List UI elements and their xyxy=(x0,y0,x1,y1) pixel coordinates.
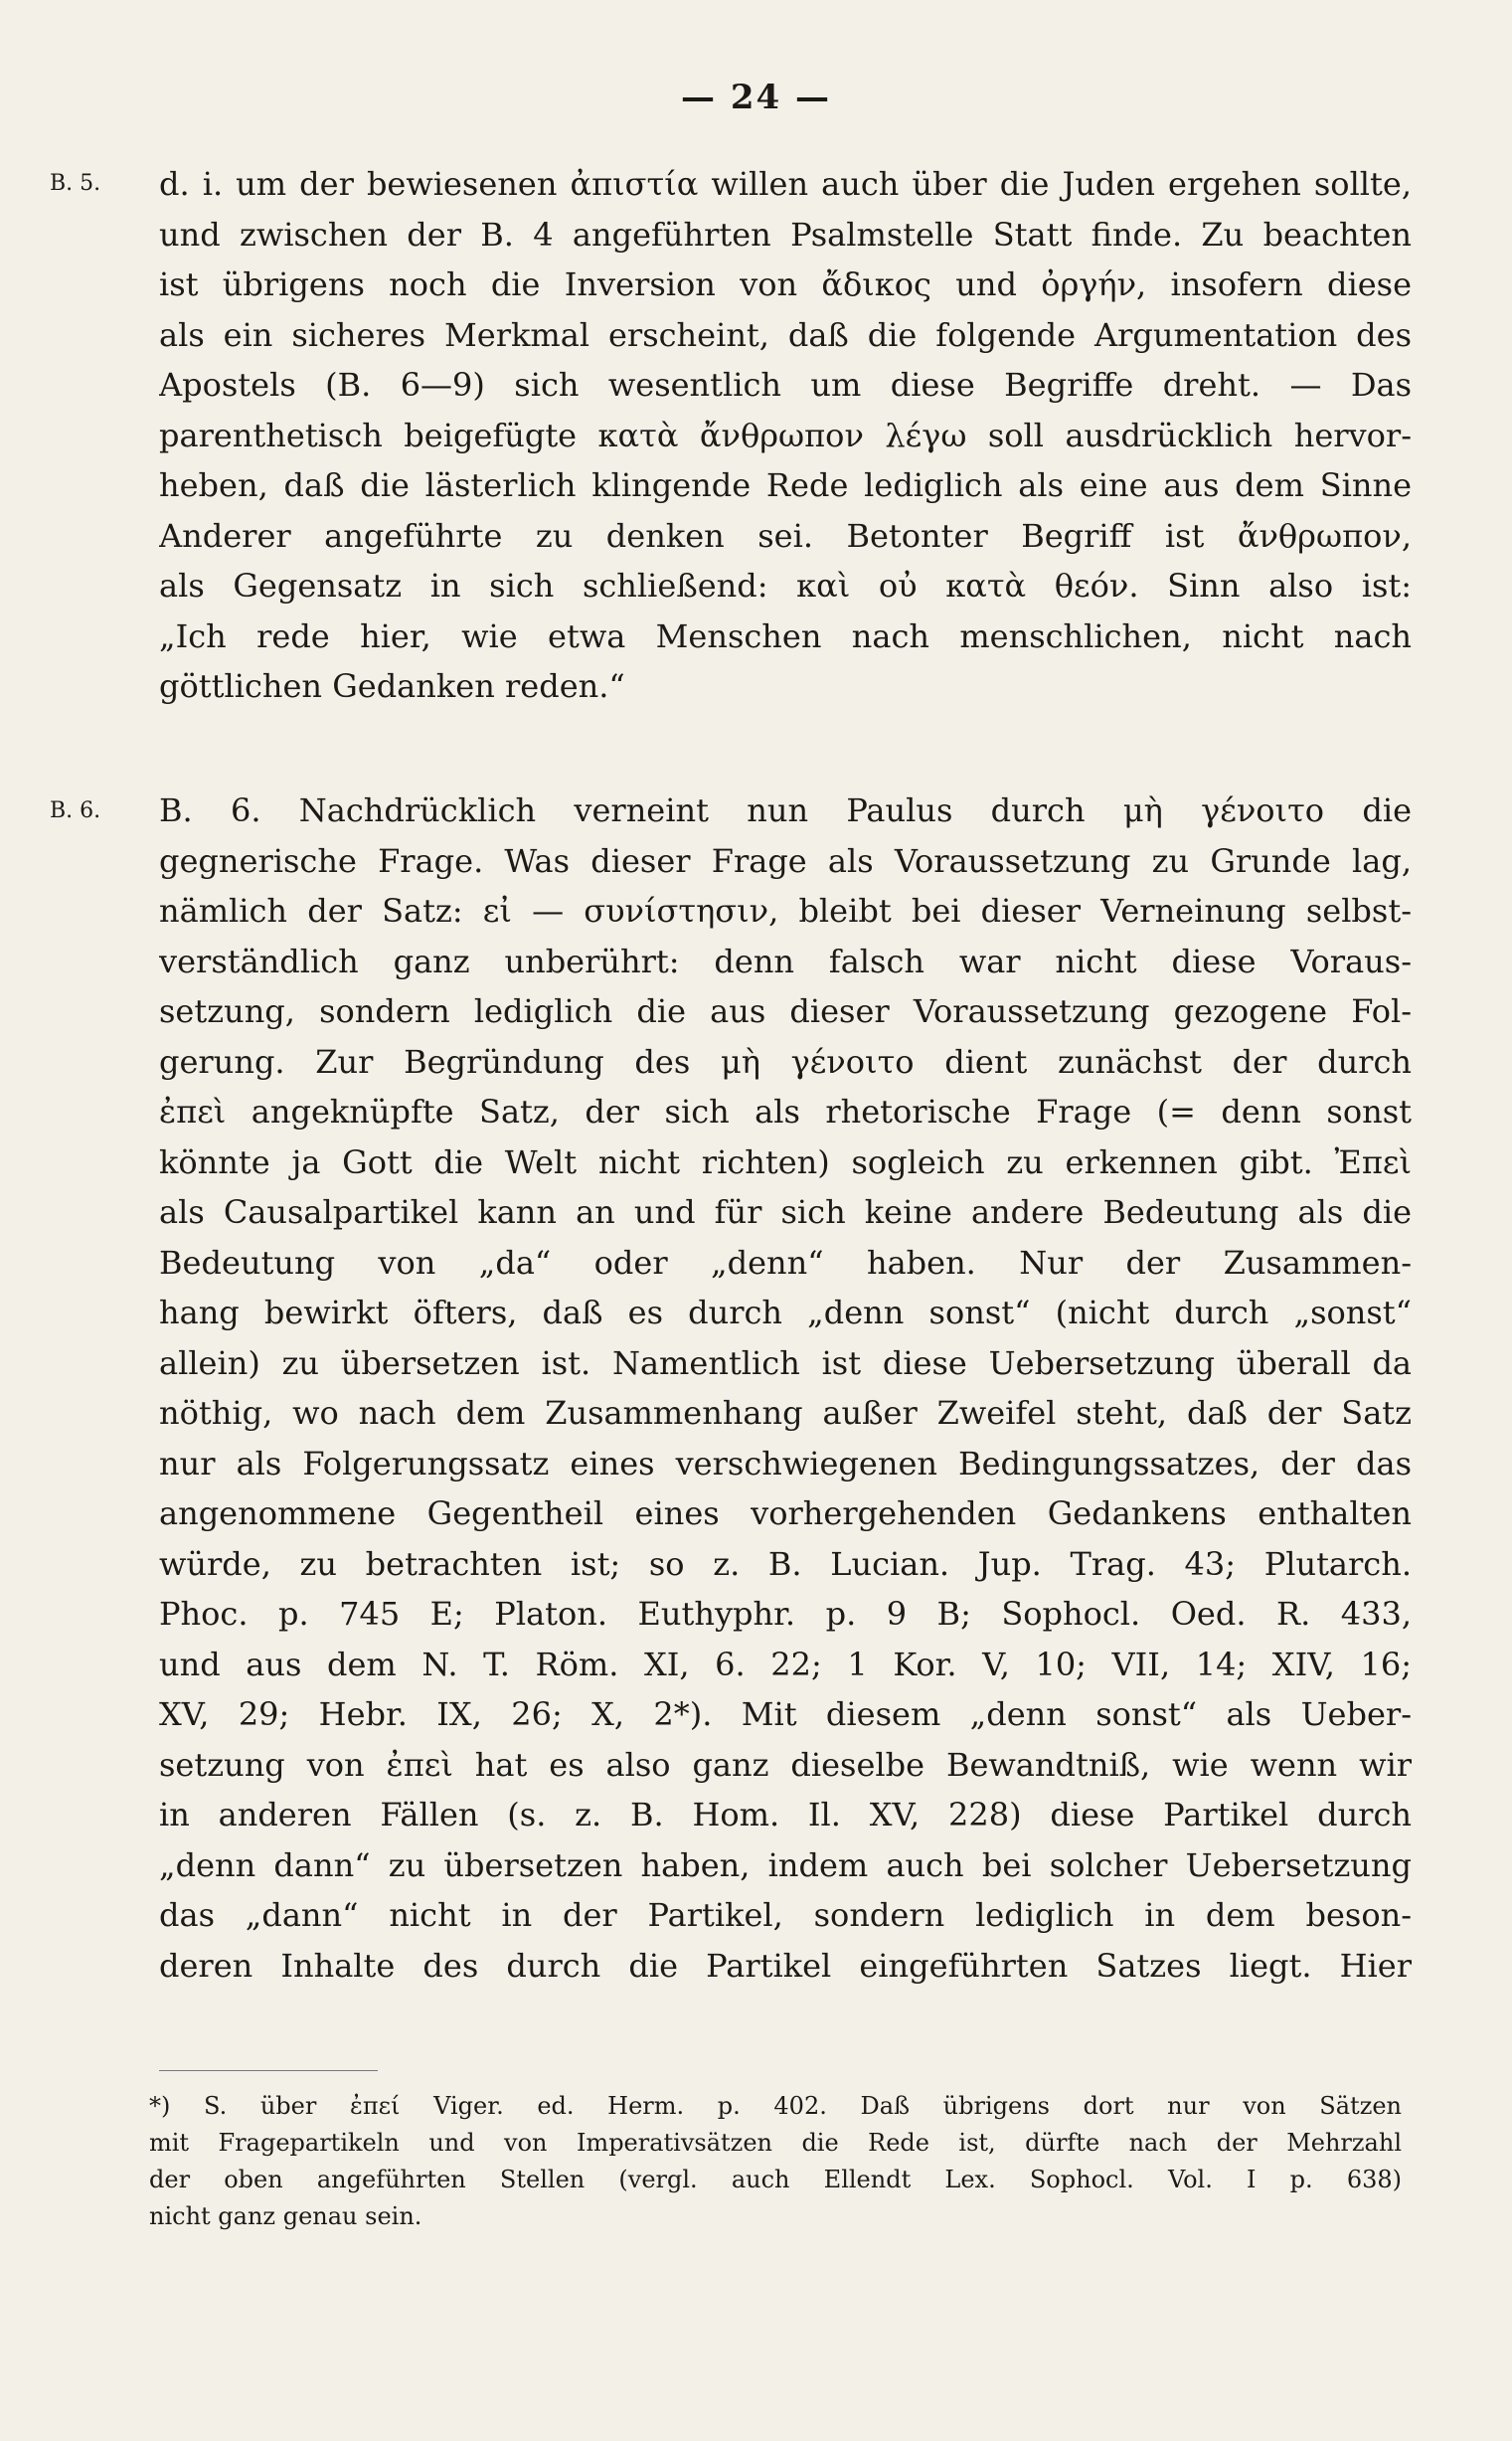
text-line: das „dann“ nicht in der Partikel, sondern lediglich in dem beson- xyxy=(159,1896,1412,1934)
text-line: und zwischen der B. 4 angeführten Psalmstelle Statt finde. Zu beachten xyxy=(159,215,1412,254)
text-line: XV, 29; Hebr. IX, 26; X, 2*). Mit diesem „denn sonst“ als Ueber- xyxy=(159,1695,1412,1733)
paragraph-verse-6 xyxy=(159,785,1412,1991)
footnote-line: der oben angeführten Stellen (vergl. auch Ellendt Lex. Sophocl. Vol. I p. 638) xyxy=(149,2166,1402,2193)
text-line: d. i. um der bewiesenen ἀπιστία willen auch über die Juden ergehen sollte, xyxy=(159,165,1412,203)
footnote-divider xyxy=(159,2070,378,2071)
text-line: in anderen Fällen (s. z. B. Hom. Il. XV, 228) diese Partikel durch xyxy=(159,1796,1412,1833)
text-line: und aus dem N. T. Röm. XI, 6. 22; 1 Kor. V, 10; VII, 14; XIV, 16; xyxy=(159,1645,1412,1683)
text-line: „Ich rede hier, wie etwa Menschen nach menschlichen, nicht nach xyxy=(159,616,1412,655)
text-line: setzung von ἐπεὶ hat es also ganz dieselbe Bewandtniß, wie wenn wir xyxy=(159,1745,1412,1784)
text-line: nöthig, wo nach dem Zusammenhang außer Zweifel steht, daß der Satz xyxy=(159,1394,1412,1432)
text-line: Bedeutung von „da“ oder „denn“ haben. Nur der Zusammen- xyxy=(159,1243,1412,1282)
text-line: ist übrigens noch die Inversion von ἄδικος und ὀργήν, insofern diese xyxy=(159,265,1412,303)
paragraph-verse-5 xyxy=(159,159,1412,712)
text-line: gegnerische Frage. Was dieser Frage als Voraussetzung zu Grunde lag, xyxy=(159,841,1412,880)
text-line: würde, zu betrachten ist; so z. B. Lucian. Jup. Trag. 43; Plutarch. xyxy=(159,1544,1412,1583)
text-line: „denn dann“ zu übersetzen haben, indem auch bei solcher Uebersetzung xyxy=(159,1845,1412,1884)
text-line: verständlich ganz unberührt: denn falsch war nicht diese Voraus- xyxy=(159,942,1412,980)
text-line: könnte ja Gott die Welt nicht richten) sogleich zu erkennen gibt. Ἐπεὶ xyxy=(159,1142,1412,1181)
text-line: deren Inhalte des durch die Partikel eingeführten Satzes liegt. Hier xyxy=(159,1946,1412,1985)
text-line: Apostels (B. 6—9) sich wesentlich um diese Begriffe dreht. — Das xyxy=(159,366,1412,404)
text-line: nämlich der Satz: εἰ — συνίστησιν, bleibt bei dieser Verneinung selbst- xyxy=(159,892,1412,930)
text-line: als Gegensatz in sich schließend: καὶ οὐ κατὰ θεόν. Sinn also ist: xyxy=(159,567,1412,605)
text-line: gerung. Zur Begründung des μὴ γένοιτο dient zunächst der durch xyxy=(159,1042,1412,1081)
text-line: setzung, sondern lediglich die aus dieser Voraussetzung gezogene Fol- xyxy=(159,992,1412,1030)
text-line: ἐπεὶ angeknüpfte Satz, der sich als rhetorische Frage (= denn sonst xyxy=(159,1093,1412,1131)
footnote-line: *) S. über ἐπεί Viger. ed. Herm. p. 402. Daß übrigens dort nur von Sätzen xyxy=(149,2092,1402,2120)
text-line: nur als Folgerungssatz eines verschwiegenen Bedingungssatzes, der das xyxy=(159,1444,1412,1482)
footnote xyxy=(149,2088,1402,2235)
text-line: angenommene Gegentheil eines vorhergehenden Gedankens enthalten xyxy=(159,1494,1412,1532)
text-line: Anderer angeführte zu denken sei. Betonter Begriff ist ἄνθρωπον, xyxy=(159,516,1412,555)
footnote-line: mit Fragepartikeln und von Imperativsätzen die Rede ist, dürfte nach der Mehrzahl xyxy=(149,2129,1402,2157)
text-line: B. 6. Nachdrücklich verneint nun Paulus durch μὴ γένοιτο die xyxy=(159,791,1412,829)
margin-label-verse-5: B. 5. xyxy=(50,171,101,196)
text-line: Phoc. p. 745 E; Platon. Euthyphr. p. 9 B; Sophocl. Oed. R. 433, xyxy=(159,1595,1412,1633)
text-line: als Causalpartikel kann an und für sich keine andere Bedeutung als die xyxy=(159,1193,1412,1231)
text-line: göttlichen Gedanken reden.“ xyxy=(159,667,625,705)
margin-label-verse-6: B. 6. xyxy=(50,798,101,823)
text-line: heben, daß die lästerlich klingende Rede lediglich als eine aus dem Sinne xyxy=(159,466,1412,504)
text-line: parenthetisch beigefügte κατὰ ἄνθρωπον λέγω soll ausdrücklich hervor- xyxy=(159,416,1412,454)
text-line: als ein sicheres Merkmal erscheint, daß die folgende Argumentation des xyxy=(159,315,1412,354)
text-line: hang bewirkt öfters, daß es durch „denn sonst“ (nicht durch „sonst“ xyxy=(159,1294,1412,1331)
text-line: allein) zu übersetzen ist. Namentlich ist diese Uebersetzung überall da xyxy=(159,1343,1412,1382)
page-number: — 24 — xyxy=(681,78,831,117)
footnote-line: nicht ganz genau sein. xyxy=(149,2202,422,2230)
